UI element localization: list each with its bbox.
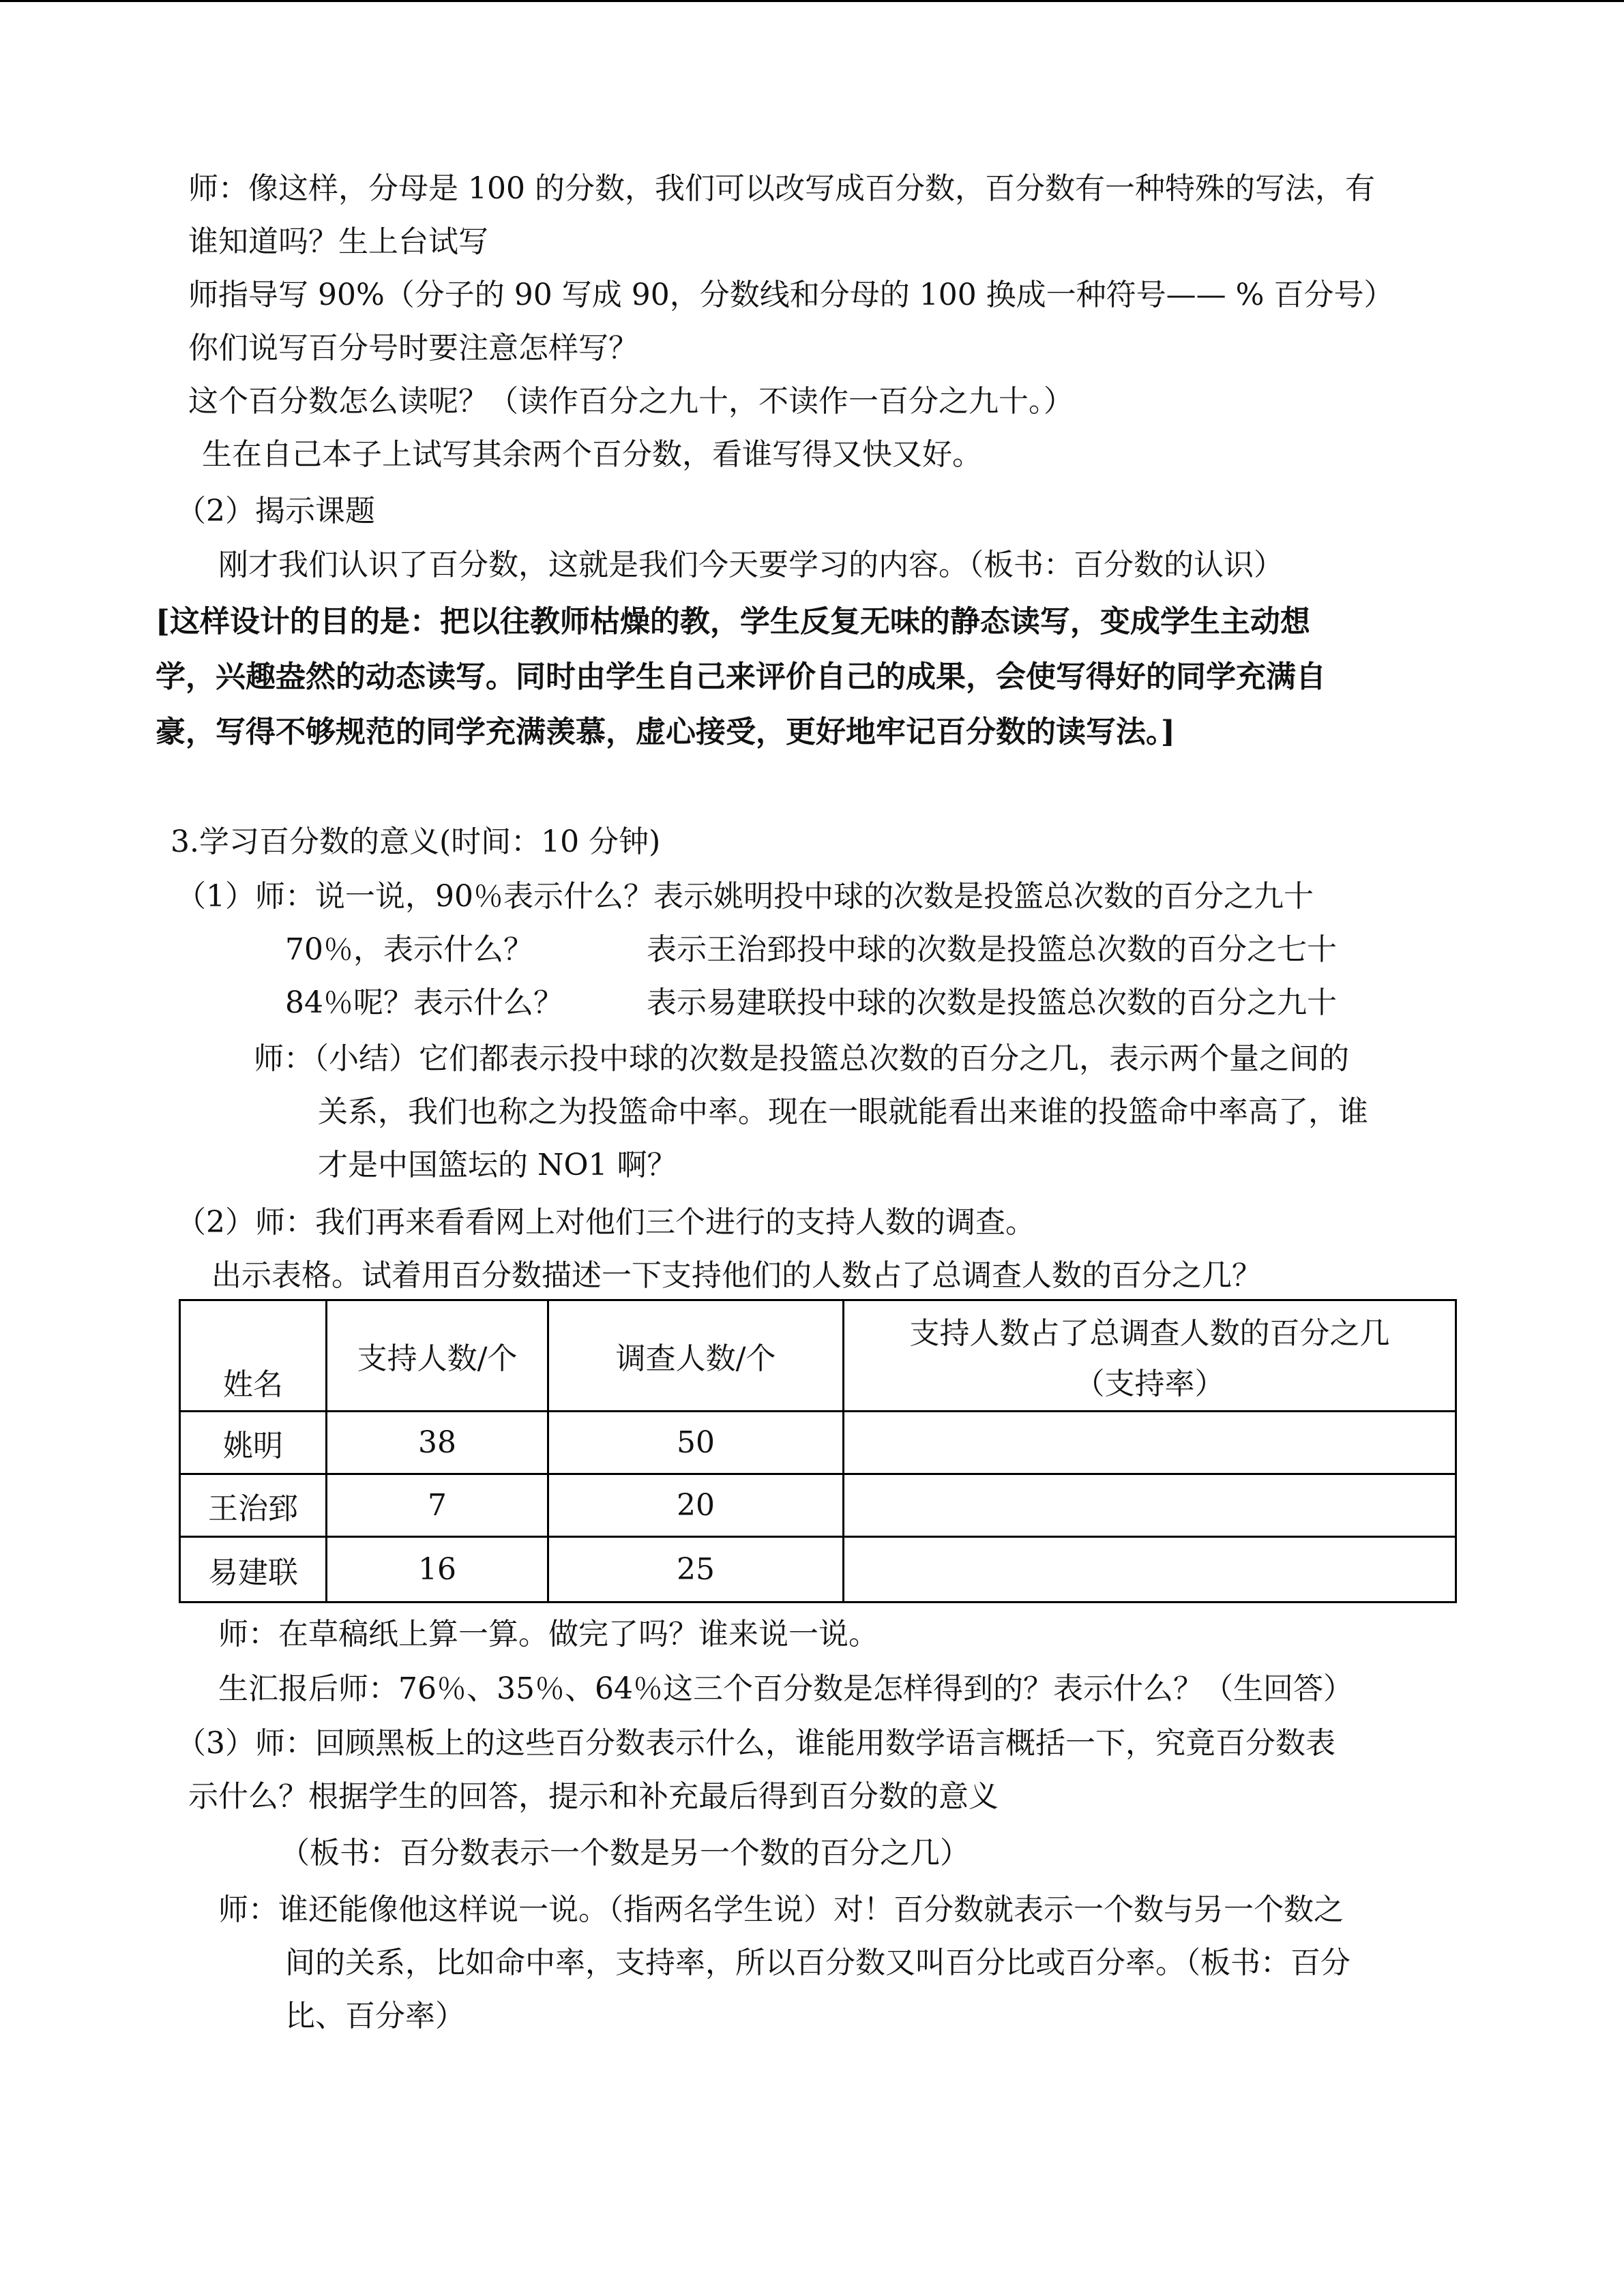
text-line: 师：像这样，分母是 100 的分数，我们可以改写成百分数，百分数有一种特殊的写法，有 [188, 171, 1375, 206]
text-line: 出示表格。试着用百分数描述一下支持他们的人数占了总调查人数的百分之几？ [211, 1258, 1262, 1293]
table-row [180, 1537, 1456, 1602]
design-note-line: [这样设计的目的是：把以往教师枯燥的教，学生反复无味的静态读写，变成学生主动想 [156, 604, 1310, 639]
design-note-line: 豪，写得不够规范的同学充满羡慕，虚心接受，更好地牢记百分数的读写法。] [156, 715, 1175, 749]
cell-surveyed: 25 [548, 1537, 844, 1602]
text-line: 示什么？根据学生的回答，提示和补充最后得到百分数的意义 [188, 1779, 999, 1814]
text-line: 刚才我们认识了百分数，这就是我们今天要学习的内容。（板书：百分数的认识） [218, 548, 1284, 582]
board-note: （板书：百分数表示一个数是另一个数的百分之几） [280, 1836, 970, 1870]
cell-name: 姚明 [180, 1412, 327, 1474]
cell-name: 王治郅 [180, 1474, 327, 1537]
table-row [180, 1412, 1456, 1474]
text-line: 比、百分率） [285, 1999, 465, 2033]
subsection-heading: （2）揭示课题 [176, 494, 375, 528]
page-top-border [0, 0, 1624, 2]
answer-text: 表示易建联投中球的次数是投篮总次数的百分之九十 [647, 985, 1337, 1020]
text-line: 谁知道吗？生上台试写 [188, 224, 488, 259]
text-line: 师：（小结）它们都表示投中球的次数是投篮总次数的百分之几，表示两个量之间的 [254, 1041, 1349, 1076]
text-line: 师：在草稿纸上算一算。做完了吗？谁来说一说。 [218, 1617, 879, 1652]
text-line: 关系，我们也称之为投篮命中率。现在一眼就能看出来谁的投篮命中率高了，谁 [318, 1094, 1368, 1129]
cell-rate [844, 1474, 1456, 1537]
support-survey-table [179, 1299, 1457, 1603]
header-rate-line2: （支持率） [1074, 1367, 1225, 1401]
text-line: （3）师：回顾黑板上的这些百分数表示什么，谁能用数学语言概括一下，究竟百分数表 [176, 1726, 1335, 1761]
cell-surveyed: 20 [548, 1474, 844, 1537]
text-line: 师：谁还能像他这样说一说。（指两名学生说）对！百分数就表示一个数与另一个数之 [218, 1892, 1344, 1927]
design-note-line: 学，兴趣盎然的动态读写。同时由学生自己来评价自己的成果，会使写得好的同学充满自 [156, 659, 1326, 694]
cell-rate [844, 1537, 1456, 1602]
text-line: （2）师：我们再来看看网上对他们三个进行的支持人数的调查。 [176, 1205, 1035, 1240]
cell-rate [844, 1412, 1456, 1474]
text-line: （1）师：说一说，90％表示什么？表示姚明投中球的次数是投篮总次数的百分之九十 [176, 879, 1314, 914]
table-header-row [180, 1300, 1456, 1412]
cell-support: 38 [327, 1412, 548, 1474]
text-line: 你们说写百分号时要注意怎样写？ [188, 331, 638, 366]
text-line: 师指导写 90%（分子的 90 写成 90，分数线和分母的 100 换成一种符号—— % 百分号） [188, 278, 1394, 312]
header-support: 支持人数/个 [327, 1300, 548, 1412]
question-text: 84％呢？表示什么？ [285, 985, 563, 1020]
cell-surveyed: 50 [548, 1412, 844, 1474]
header-rate [844, 1300, 1456, 1412]
cell-support: 7 [327, 1474, 548, 1537]
text-line: 这个百分数怎么读呢？（读作百分之九十，不读作一百分之九十。） [188, 384, 1074, 419]
header-surveyed: 调查人数/个 [548, 1300, 844, 1412]
question-text: 70％，表示什么？ [285, 932, 533, 967]
header-rate-line1: 支持人数占了总调查人数的百分之几 [909, 1316, 1390, 1351]
table-row [180, 1474, 1456, 1537]
text-line: 间的关系，比如命中率，支持率，所以百分数又叫百分比或百分率。（板书：百分 [285, 1945, 1350, 1980]
section-heading: 3.学习百分数的意义(时间：10 分钟) [171, 824, 661, 859]
cell-support: 16 [327, 1537, 548, 1602]
text-line: 生在自己本子上试写其余两个百分数，看谁写得又快又好。 [202, 437, 982, 472]
header-name: 姓名 [180, 1300, 327, 1412]
answer-text: 表示王治郅投中球的次数是投篮总次数的百分之七十 [647, 932, 1337, 967]
text-line: 生汇报后师：76％、35％、64％这三个百分数是怎样得到的？表示什么？（生回答） [218, 1671, 1353, 1706]
text-line: 才是中国篮坛的 NO1 啊？ [318, 1148, 677, 1182]
cell-name: 易建联 [180, 1537, 327, 1602]
